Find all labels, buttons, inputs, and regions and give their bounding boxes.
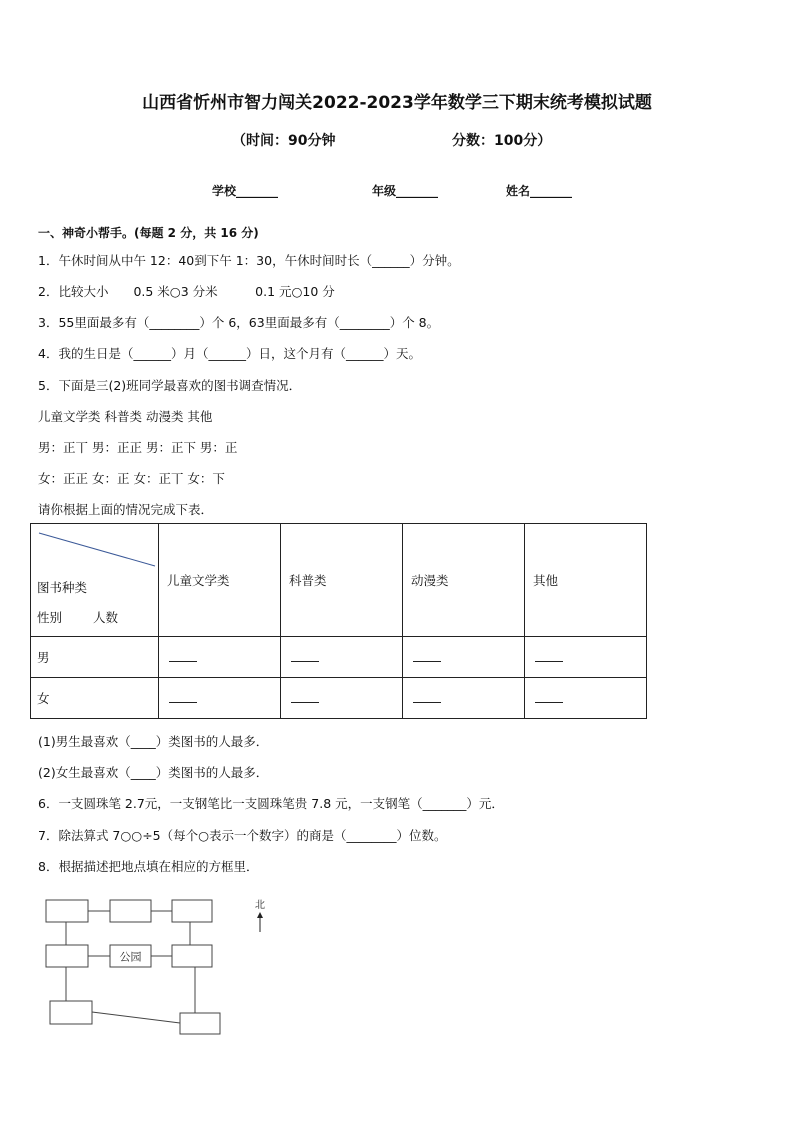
question-8: 8．根据描述把地点填在相应的方框里． bbox=[38, 859, 259, 874]
grade-field: 年级_______ bbox=[372, 184, 439, 198]
location-map bbox=[40, 890, 300, 1040]
table-row bbox=[31, 637, 647, 678]
answer-blank[interactable] bbox=[403, 678, 525, 719]
question-5-boys-tally: 男：正丅 男：正正 男：正下 男：正 bbox=[38, 440, 238, 455]
question-1: 1．午休时间从中午 12：40到下午 1：30，午休时间时长（______）分钟。 bbox=[38, 253, 460, 268]
map-box[interactable] bbox=[110, 900, 151, 922]
answer-blank[interactable] bbox=[525, 678, 647, 719]
table-header-cell: 动漫类 bbox=[403, 524, 525, 637]
page-title: 山西省忻州市智力闯关2022-2023学年数学三下期末统考模拟试题 bbox=[142, 93, 652, 113]
map-box[interactable] bbox=[172, 900, 212, 922]
exam-score: 分数：100分） bbox=[452, 133, 552, 149]
school-field: 学校_______ bbox=[212, 184, 279, 198]
north-label: 北 bbox=[255, 900, 265, 911]
question-5-sub-1: (1)男生最喜欢（____）类图书的人最多． bbox=[38, 734, 269, 749]
table-corner-cell bbox=[31, 524, 159, 637]
answer-blank[interactable] bbox=[281, 678, 403, 719]
question-5-sub-2: (2)女生最喜欢（____）类图书的人最多． bbox=[38, 765, 269, 780]
map-box[interactable] bbox=[172, 945, 212, 967]
map-box[interactable] bbox=[50, 1001, 92, 1024]
answer-blank[interactable] bbox=[525, 637, 647, 678]
table-header-cell: 儿童文学类 bbox=[159, 524, 281, 637]
question-5: 5．下面是三(2)班同学最喜欢的图书调查情况． bbox=[38, 378, 302, 393]
question-5-girls-tally: 女：正正 女：正 女：正丅 女：下 bbox=[38, 471, 225, 486]
exam-time: （时间：90分钟 bbox=[232, 133, 336, 149]
table-header-cell: 其他 bbox=[525, 524, 647, 637]
question-5-instruction: 请你根据上面的情况完成下表． bbox=[38, 502, 214, 517]
corner-gender-label: 性别 bbox=[37, 610, 63, 625]
answer-blank[interactable] bbox=[403, 637, 525, 678]
table-row bbox=[31, 678, 647, 719]
survey-table bbox=[30, 523, 647, 719]
map-box[interactable] bbox=[180, 1013, 220, 1034]
question-7: 7．除法算式 7○○÷5（每个○表示一个数字）的商是（________）位数。 bbox=[38, 828, 447, 843]
section-heading: 一、神奇小帮手。(每题 2 分，共 16 分) bbox=[38, 226, 259, 240]
question-5-categories: 儿童文学类 科普类 动漫类 其他 bbox=[38, 409, 213, 424]
question-3: 3．55里面最多有（________）个 6，63里面最多有（________）个 8。 bbox=[38, 315, 440, 330]
corner-book-type-label: 图书种类 bbox=[37, 580, 88, 595]
row-label-boys: 男 bbox=[31, 637, 159, 678]
answer-blank[interactable] bbox=[159, 637, 281, 678]
corner-count-label: 人数 bbox=[93, 610, 119, 625]
park-label: 公园 bbox=[119, 950, 142, 964]
question-6: 6．一支圆珠笔 2.7元，一支钢笔比一支圆珠笔贵 7.8 元，一支钢笔（_______）元． bbox=[38, 796, 504, 811]
table-header-cell: 科普类 bbox=[281, 524, 403, 637]
map-box[interactable] bbox=[46, 900, 88, 922]
row-label-girls: 女 bbox=[31, 678, 159, 719]
map-box[interactable] bbox=[46, 945, 88, 967]
question-4: 4．我的生日是（______）月（______）日，这个月有（______）天。 bbox=[38, 346, 421, 361]
answer-blank[interactable] bbox=[159, 678, 281, 719]
name-field: 姓名_______ bbox=[506, 184, 573, 198]
north-arrow-head-icon bbox=[257, 912, 263, 918]
answer-blank[interactable] bbox=[281, 637, 403, 678]
question-2: 2．比较大小 0.5 米○3 分米 0.1 元○10 分 bbox=[38, 284, 335, 299]
